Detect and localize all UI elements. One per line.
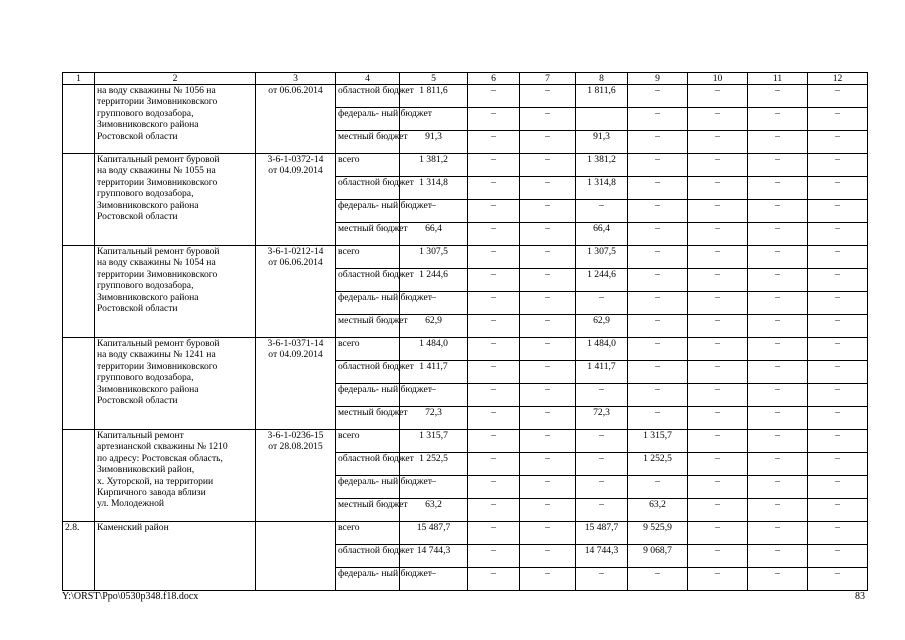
value-cell: –: [748, 338, 808, 361]
item-description: Капитальный ремонт буровой на воду скважины № 1054 на территории Зимовниковского группового водозабора, Зимовниковского района Ростовской области: [95, 246, 256, 338]
value-cell: 9 525,9: [628, 522, 688, 545]
value-cell: –: [688, 384, 748, 407]
value-cell: –: [576, 384, 628, 407]
column-header: 9: [628, 73, 688, 85]
value-cell: –: [688, 85, 748, 108]
value-cell: –: [688, 154, 748, 177]
value-cell: –: [576, 453, 628, 476]
value-cell: –: [688, 200, 748, 223]
value-cell: –: [468, 177, 520, 200]
value-cell: –: [628, 200, 688, 223]
value-cell: –: [748, 269, 808, 292]
value-cell: –: [688, 223, 748, 246]
value-cell: –: [808, 499, 868, 522]
value-cell: –: [748, 131, 808, 154]
value-cell: –: [748, 568, 808, 591]
value-cell: –: [520, 154, 576, 177]
value-cell: –: [520, 315, 576, 338]
value-cell: 91,3: [576, 131, 628, 154]
column-header: 2: [95, 73, 256, 85]
value-cell: –: [688, 522, 748, 545]
value-cell: –: [748, 108, 808, 131]
value-cell: –: [520, 200, 576, 223]
value-cell: –: [808, 476, 868, 499]
value-cell: –: [520, 85, 576, 108]
value-cell: –: [628, 223, 688, 246]
value-cell: 72,3: [576, 407, 628, 430]
value-cell: –: [468, 568, 520, 591]
value-cell: –: [748, 154, 808, 177]
value-cell: –: [688, 108, 748, 131]
value-cell: –: [808, 453, 868, 476]
value-cell: –: [688, 476, 748, 499]
item-number: [63, 85, 95, 154]
value-cell: 62,9: [400, 315, 468, 338]
value-cell: –: [520, 246, 576, 269]
value-cell: –: [468, 315, 520, 338]
value-cell: 1 244,6: [400, 269, 468, 292]
value-cell: 1 307,5: [400, 246, 468, 269]
funding-source: областной бюджет: [336, 453, 400, 476]
value-cell: –: [628, 476, 688, 499]
funding-source: областной бюджет: [336, 269, 400, 292]
value-cell: –: [808, 568, 868, 591]
funding-source: всего: [336, 246, 400, 269]
value-cell: –: [748, 384, 808, 407]
funding-source: областной бюджет: [336, 361, 400, 384]
value-cell: –: [468, 85, 520, 108]
value-cell: –: [748, 246, 808, 269]
value-cell: –: [748, 407, 808, 430]
value-cell: –: [520, 223, 576, 246]
value-cell: –: [468, 499, 520, 522]
value-cell: –: [748, 499, 808, 522]
funding-source: федераль- ный бюджет: [336, 200, 400, 223]
column-header: 3: [256, 73, 336, 85]
budget-table: [62, 72, 868, 591]
funding-source: областной бюджет: [336, 85, 400, 108]
value-cell: –: [628, 108, 688, 131]
value-cell: –: [628, 315, 688, 338]
value-cell: –: [628, 177, 688, 200]
footer-file-path: Y:\ORST\Ppo\0530p348.f18.docx: [62, 591, 199, 602]
value-cell: –: [748, 200, 808, 223]
item-number: [63, 154, 95, 246]
value-cell: –: [520, 338, 576, 361]
value-cell: –: [628, 407, 688, 430]
value-cell: –: [468, 338, 520, 361]
value-cell: –: [688, 361, 748, 384]
value-cell: –: [468, 200, 520, 223]
table-row: [63, 338, 868, 361]
value-cell: 66,4: [400, 223, 468, 246]
value-cell: –: [468, 384, 520, 407]
value-cell: –: [468, 361, 520, 384]
value-cell: [576, 108, 628, 131]
table-row: [63, 522, 868, 545]
column-header: 6: [468, 73, 520, 85]
value-cell: –: [628, 246, 688, 269]
value-cell: –: [628, 85, 688, 108]
value-cell: –: [628, 154, 688, 177]
value-cell: –: [468, 407, 520, 430]
value-cell: –: [808, 200, 868, 223]
value-cell: –: [468, 131, 520, 154]
item-description: Каменский район: [95, 522, 256, 591]
funding-source: федераль- ный бюджет: [336, 476, 400, 499]
column-header: 1: [63, 73, 95, 85]
item-code: 3-6-1-0236-15 от 28.08.2015: [256, 430, 336, 522]
item-description: Капитальный ремонт буровой на воду скважины № 1055 на территории Зимовниковского группового водозабора, Зимовниковского района Ростовской области: [95, 154, 256, 246]
value-cell: –: [520, 108, 576, 131]
item-description: Капитальный ремонт артезианской скважины № 1210 по адресу: Ростовская область, Зимовниковский район, х. Хуторской, на территории Кирпичного завода вблизи ул. Молодежной: [95, 430, 256, 522]
column-header: 11: [748, 73, 808, 85]
value-cell: –: [748, 522, 808, 545]
funding-source: всего: [336, 522, 400, 545]
funding-source: федераль- ный бюджет: [336, 384, 400, 407]
value-cell: 63,2: [628, 499, 688, 522]
value-cell: –: [808, 108, 868, 131]
value-cell: 1 411,7: [576, 361, 628, 384]
value-cell: –: [808, 338, 868, 361]
value-cell: –: [808, 223, 868, 246]
value-cell: –: [468, 292, 520, 315]
funding-source: федераль- ный бюджет: [336, 108, 400, 131]
value-cell: 1 314,8: [576, 177, 628, 200]
table-row: [63, 430, 868, 453]
value-cell: –: [576, 476, 628, 499]
value-cell: –: [468, 453, 520, 476]
value-cell: –: [808, 269, 868, 292]
value-cell: –: [628, 361, 688, 384]
funding-source: федераль- ный бюджет: [336, 568, 400, 591]
value-cell: –: [400, 200, 468, 223]
value-cell: –: [808, 545, 868, 568]
value-cell: –: [400, 476, 468, 499]
value-cell: –: [400, 568, 468, 591]
value-cell: –: [520, 177, 576, 200]
value-cell: 9 068,7: [628, 545, 688, 568]
value-cell: –: [520, 545, 576, 568]
value-cell: –: [520, 384, 576, 407]
value-cell: –: [688, 499, 748, 522]
value-cell: –: [576, 499, 628, 522]
value-cell: –: [748, 292, 808, 315]
value-cell: 1 307,5: [576, 246, 628, 269]
funding-source: местный бюджет: [336, 223, 400, 246]
value-cell: 1 314,8: [400, 177, 468, 200]
value-cell: –: [468, 545, 520, 568]
funding-source: местный бюджет: [336, 315, 400, 338]
value-cell: –: [520, 453, 576, 476]
value-cell: 15 487,7: [400, 522, 468, 545]
footer-page-number: 83: [855, 591, 865, 602]
value-cell: –: [748, 430, 808, 453]
funding-source: местный бюджет: [336, 131, 400, 154]
value-cell: –: [688, 177, 748, 200]
value-cell: –: [628, 384, 688, 407]
value-cell: –: [808, 177, 868, 200]
value-cell: –: [748, 545, 808, 568]
item-code: 3-6-1-0371-14 от 04.09.2014: [256, 338, 336, 430]
value-cell: –: [520, 499, 576, 522]
item-code: [256, 522, 336, 591]
value-cell: –: [808, 522, 868, 545]
value-cell: 1 484,0: [400, 338, 468, 361]
value-cell: 63,2: [400, 499, 468, 522]
value-cell: 1 811,6: [400, 85, 468, 108]
value-cell: –: [468, 246, 520, 269]
value-cell: –: [520, 269, 576, 292]
funding-source: областной бюджет: [336, 545, 400, 568]
value-cell: 1 381,2: [400, 154, 468, 177]
value-cell: –: [688, 430, 748, 453]
value-cell: –: [468, 223, 520, 246]
value-cell: –: [808, 85, 868, 108]
funding-source: всего: [336, 430, 400, 453]
value-cell: –: [628, 131, 688, 154]
item-number: 2.8.: [63, 522, 95, 591]
value-cell: 1 811,6: [576, 85, 628, 108]
column-header: 8: [576, 73, 628, 85]
funding-source: всего: [336, 338, 400, 361]
column-header: 4: [336, 73, 400, 85]
value-cell: –: [748, 177, 808, 200]
value-cell: –: [468, 108, 520, 131]
value-cell: –: [808, 154, 868, 177]
value-cell: –: [576, 568, 628, 591]
item-code: 3-6-1-0372-14 от 04.09.2014: [256, 154, 336, 246]
value-cell: –: [468, 522, 520, 545]
value-cell: –: [400, 292, 468, 315]
value-cell: –: [520, 568, 576, 591]
value-cell: –: [808, 407, 868, 430]
table-row: [63, 246, 868, 269]
value-cell: 15 487,7: [576, 522, 628, 545]
column-header: 12: [808, 73, 868, 85]
value-cell: –: [748, 223, 808, 246]
value-cell: –: [520, 361, 576, 384]
value-cell: –: [688, 246, 748, 269]
item-number: [63, 338, 95, 430]
header-row: [63, 73, 868, 85]
value-cell: 1 252,5: [628, 453, 688, 476]
value-cell: 1 252,5: [400, 453, 468, 476]
item-description: Капитальный ремонт буровой на воду скважины № 1241 на территории Зимовниковского группового водозабора, Зимовниковского района Ростовской области: [95, 338, 256, 430]
value-cell: –: [628, 338, 688, 361]
item-description: на воду скважины № 1056 на территории Зимовниковского группового водозабора, Зимовниковского района Ростовской области: [95, 85, 256, 154]
value-cell: 14 744,3: [576, 545, 628, 568]
table-row: [63, 85, 868, 108]
value-cell: –: [688, 453, 748, 476]
value-cell: 1 315,7: [400, 430, 468, 453]
column-header: 10: [688, 73, 748, 85]
value-cell: –: [808, 315, 868, 338]
value-cell: –: [808, 131, 868, 154]
item-number: [63, 246, 95, 338]
value-cell: –: [468, 430, 520, 453]
value-cell: –: [748, 361, 808, 384]
item-code: от 06.06.2014: [256, 85, 336, 154]
value-cell: –: [748, 476, 808, 499]
value-cell: –: [688, 407, 748, 430]
funding-source: местный бюджет: [336, 499, 400, 522]
value-cell: –: [808, 384, 868, 407]
value-cell: –: [808, 430, 868, 453]
table-row: [63, 154, 868, 177]
value-cell: –: [468, 269, 520, 292]
value-cell: –: [808, 361, 868, 384]
value-cell: –: [808, 246, 868, 269]
value-cell: –: [628, 269, 688, 292]
value-cell: –: [520, 522, 576, 545]
value-cell: –: [688, 338, 748, 361]
funding-source: областной бюджет: [336, 177, 400, 200]
value-cell: –: [748, 85, 808, 108]
value-cell: –: [688, 568, 748, 591]
funding-source: федераль- ный бюджет: [336, 292, 400, 315]
value-cell: –: [688, 269, 748, 292]
item-number: [63, 430, 95, 522]
value-cell: 1 381,2: [576, 154, 628, 177]
value-cell: 14 744,3: [400, 545, 468, 568]
value-cell: –: [576, 200, 628, 223]
value-cell: –: [748, 453, 808, 476]
value-cell: –: [520, 407, 576, 430]
column-header: 5: [400, 73, 468, 85]
funding-source: местный бюджет: [336, 407, 400, 430]
value-cell: 66,4: [576, 223, 628, 246]
value-cell: –: [688, 315, 748, 338]
funding-source: всего: [336, 154, 400, 177]
item-code: 3-6-1-0212-14 от 06.06.2014: [256, 246, 336, 338]
value-cell: 1 244,6: [576, 269, 628, 292]
value-cell: 1 315,7: [628, 430, 688, 453]
value-cell: –: [520, 476, 576, 499]
value-cell: –: [688, 292, 748, 315]
column-header: 7: [520, 73, 576, 85]
value-cell: –: [520, 430, 576, 453]
value-cell: 1 411,7: [400, 361, 468, 384]
value-cell: –: [576, 292, 628, 315]
value-cell: –: [748, 315, 808, 338]
value-cell: –: [808, 292, 868, 315]
value-cell: –: [576, 430, 628, 453]
value-cell: –: [520, 131, 576, 154]
value-cell: –: [688, 131, 748, 154]
value-cell: –: [688, 545, 748, 568]
value-cell: –: [468, 154, 520, 177]
value-cell: –: [400, 384, 468, 407]
value-cell: –: [628, 292, 688, 315]
value-cell: 62,9: [576, 315, 628, 338]
value-cell: 1 484,0: [576, 338, 628, 361]
value-cell: –: [520, 292, 576, 315]
value-cell: 72,3: [400, 407, 468, 430]
value-cell: –: [468, 476, 520, 499]
value-cell: –: [628, 568, 688, 591]
value-cell: 91,3: [400, 131, 468, 154]
